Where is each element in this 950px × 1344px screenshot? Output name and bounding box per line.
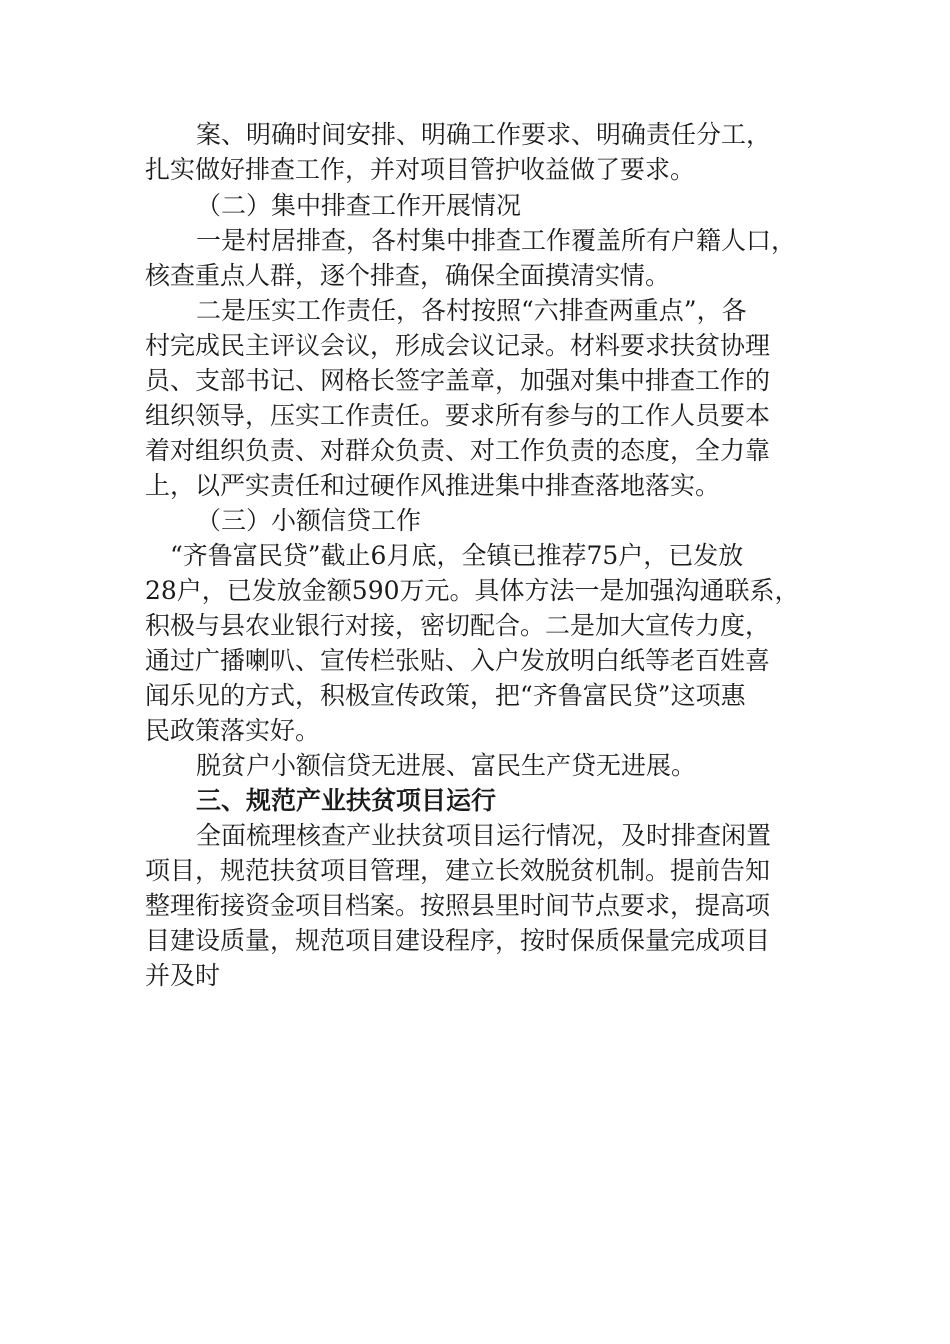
chapter-heading: 三、规范产业扶贫项目运行 bbox=[196, 786, 497, 815]
text-line: 28户，已发放金额590万元。具体方法一是加强沟通联系， bbox=[145, 576, 800, 605]
text-line: 着对组织负责、对群众负责、对工作负责的态度，全力靠 bbox=[145, 436, 771, 465]
text-line: 目建设质量，规范项目建设程序，按时保质保量完成项目 bbox=[145, 926, 771, 955]
section-heading: （三）小额信贷工作 bbox=[196, 506, 422, 535]
text-line: 并及时 bbox=[145, 961, 221, 990]
text-line: 核查重点人群，逐个排查，确保全面摸清实情。 bbox=[145, 261, 671, 290]
text-line: 民政策落实好。 bbox=[145, 716, 321, 745]
text-line: 通过广播喇叭、宣传栏张贴、入户发放明白纸等老百姓喜 bbox=[145, 646, 771, 675]
text-line: 整理衔接资金项目档案。按照县里时间节点要求，提高项 bbox=[145, 891, 771, 920]
text-line: 二是压实工作责任，各村按照“六排查两重点”，各 bbox=[196, 296, 747, 325]
text-line: 扎实做好排查工作，并对项目管护收益做了要求。 bbox=[145, 155, 696, 184]
text-line: 村完成民主评议会议，形成会议记录。材料要求扶贫协理 bbox=[145, 331, 771, 360]
text-line: 案、明确时间安排、明确工作要求、明确责任分工， bbox=[196, 120, 772, 149]
text-line: 积极与县农业银行对接，密切配合。二是加大宣传力度， bbox=[145, 611, 771, 640]
text-line: 员、支部书记、网格长签字盖章，加强对集中排查工作的 bbox=[145, 366, 771, 395]
text-line: 项目，规范扶贫项目管理，建立长效脱贫机制。提前告知 bbox=[145, 856, 771, 885]
text-line: 一是村居排查，各村集中排查工作覆盖所有户籍人口， bbox=[196, 226, 797, 255]
text-line: “齐鲁富民贷”截止6月底，全镇已推荐75户，已发放 bbox=[170, 541, 744, 570]
section-heading: （二）集中排查工作开展情况 bbox=[196, 191, 522, 220]
text-line: 脱贫户小额信贷无进展、富民生产贷无进展。 bbox=[196, 751, 697, 780]
text-line: 闻乐见的方式，积极宣传政策，把“齐鲁富民贷”这项惠 bbox=[145, 681, 746, 710]
text-line: 全面梳理核查产业扶贫项目运行情况，及时排查闲置 bbox=[196, 821, 772, 850]
text-line: 组织领导，压实工作责任。要求所有参与的工作人员要本 bbox=[145, 401, 771, 430]
text-line: 上，以严实责任和过硬作风推进集中排查落地落实。 bbox=[145, 471, 721, 500]
